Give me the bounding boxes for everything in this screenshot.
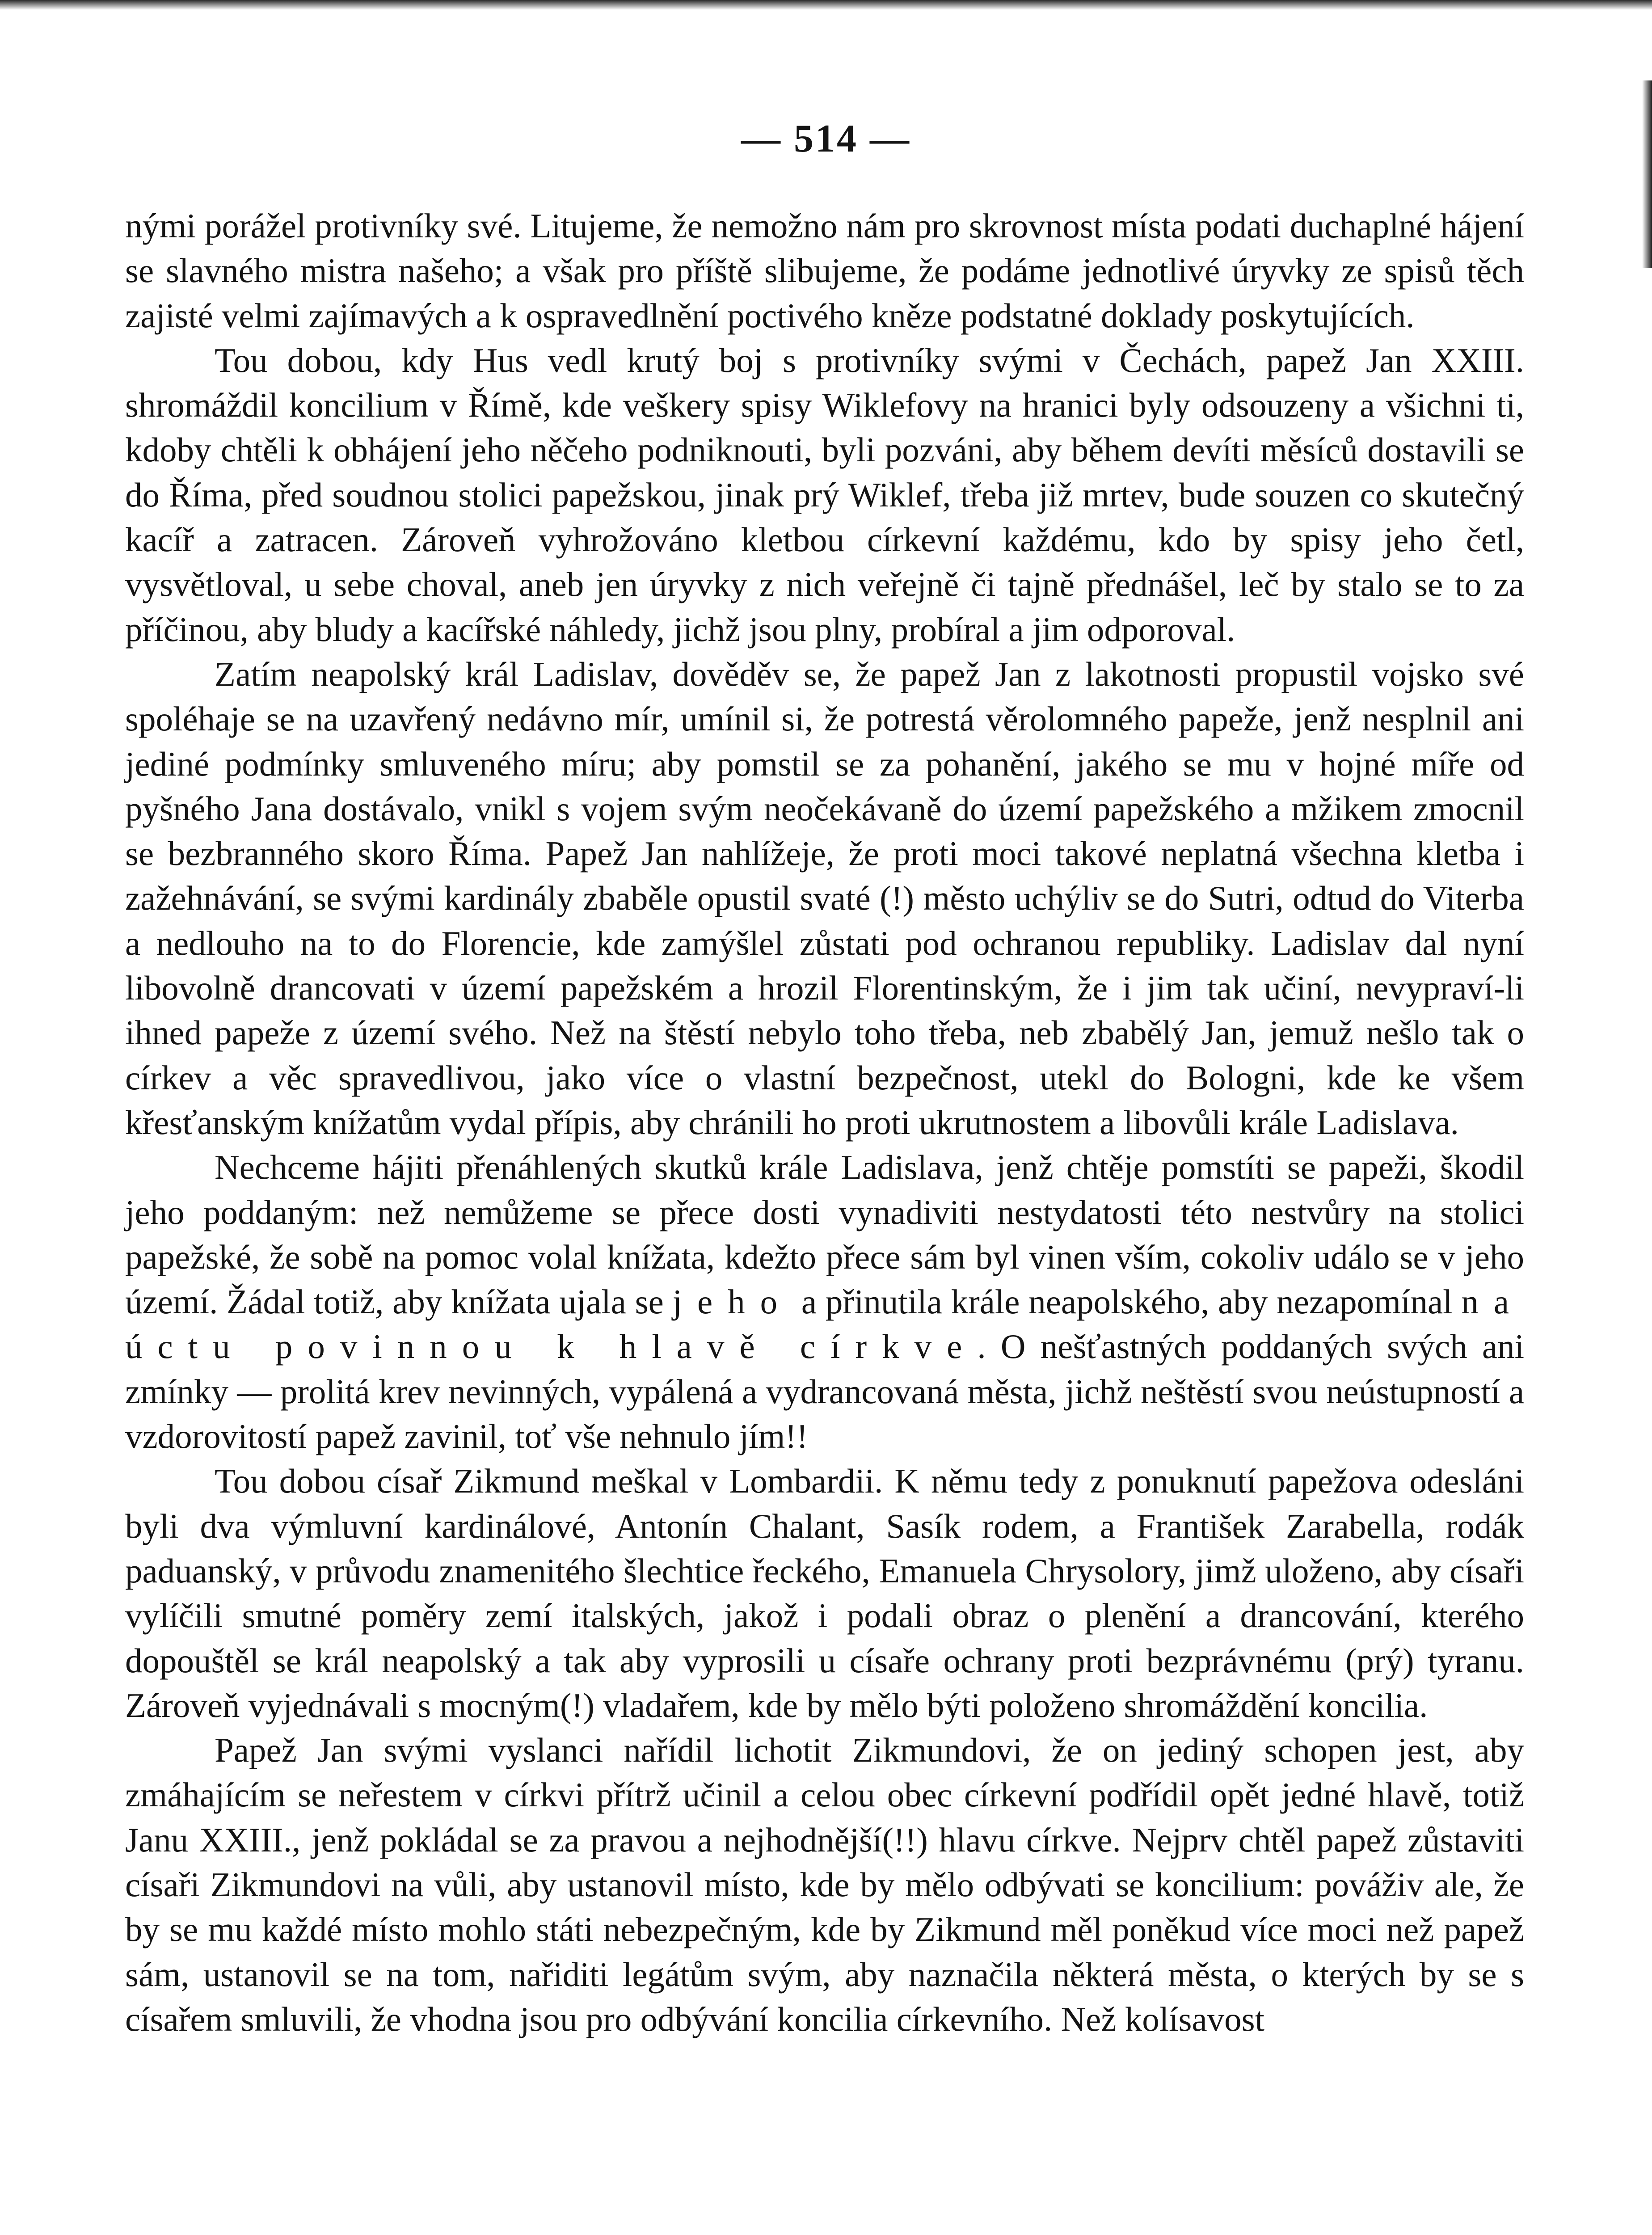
paragraph-6: Papež Jan svými vyslanci nařídil lichotit Zikmundovi, že on jediný schopen jest, aby zmáhajícím se neřestem v církvi přítrž učinil a celou obec církevní podřídil opět jedné hlavě, totiž Janu XXIII., jenž pokládal se za pravou a nejhodnější(!!) hlavu církve. Nejprv chtěl papež zůstaviti císaři Zikmundovi na vůli, aby ustanovil místo, kde by mělo odbývati se koncilium: pováživ ale, že by se mu každé místo mohlo státi nebezpečným, kde by Zikmund měl poněkud více moci než papež sám, ustanovil se na tom, nařiditi legátům svým, aby naznačila některá města, o kterých by se s císařem smluvili, že vhodna jsou pro odbývání koncilia církevního. Než kolísavost bbox=[125, 1731, 1524, 2038]
paragraph-4-spaced-jeho: jeho bbox=[672, 1282, 793, 1321]
scan-shadow-right bbox=[1642, 80, 1652, 268]
body-text bbox=[125, 203, 1524, 2041]
paragraph-4-spaced-uctu: na úctu povinnou k hlavě církve bbox=[125, 1282, 1524, 1366]
paragraph-4-part-1: Nechceme hájiti přenáhlených skutků krále Ladislava, jenž chtěje pomstíti se papeži, škodil jeho poddaným: než nemůžeme se přece dosti vynadiviti nestydatosti této nestvůry na stolici papežské, že sobě na pomoc volal knížata, kdežto přece sám byl vinen vším, cokoliv událo se v jeho území. Žádal totiž, aby knížata ujala se bbox=[125, 1148, 1524, 1321]
paragraph-5: Tou dobou císař Zikmund meškal v Lombardii. K němu tedy z ponuknutí papežova odesláni byli dva výmluvní kardinálové, Antonín Chalant, Sasík rodem, a František Zarabella, rodák paduanský, v průvodu znamenitého šlechtice řeckého, Emanuela Chrysolory, jimž uloženo, aby císaři vylíčili smutné poměry zemí italských, jakož i podali obraz o plenění a drancování, kterého dopouštěl se král neapolský a tak aby vyprosili u císaře ochrany proti bezprávnému (prý) tyranu. Zároveň vyjednávali s mocným(!) vladařem, kde by mělo býti položeno shromáždění koncilia. bbox=[125, 1462, 1524, 1725]
paragraph-4-part-2: a přinutila krále neapolského, aby nezapomínal bbox=[792, 1282, 1462, 1321]
paragraph-3: Zatím neapolský král Ladislav, dověděv se, že papež Jan z lakotnosti propustil vojsko své spoléhaje se na uzavřený nedávno mír, umínil si, že potrestá věrolomného papeže, jenž nesplnil ani jediné podmínky smluveného míru; aby pomstil se za pohanění, jakého se mu v hojné míře od pyšného Jana dostávalo, vnikl s vojem svým neočekávaně do území papežského a mžikem zmocnil se bezbranného skoro Říma. Papež Jan nahlížeje, že proti moci takové neplatná všechna kletba i zažehnávání, se svými kardinály zbaběle opustil svaté (!) město uchýliv se do Sutri, odtud do Viterba a nedlouho na to do Florencie, kde zamýšlel zůstati pod ochranou republiky. Ladislav dal nyní libovolně drancovati v území papežském a hrozil Florentinským, že i jim tak učiní, nevypraví-li ihned papeže z území svého. Než na štěstí nebylo toho třeba, neb zbabělý Jan, jemuž nešlo tak o církev a věc spravedlivou, jako více o vlastní bezpečnost, utekl do Bologni, kde ke všem křesťanským knížatům vydal přípis, aby chránili ho proti ukrutnostem a libovůli krále Ladislava. bbox=[125, 654, 1524, 1142]
page-number: — 514 — bbox=[741, 117, 911, 160]
paragraph-4 bbox=[125, 1145, 1524, 1459]
paragraph-2: Tou dobou, kdy Hus vedl krutý boj s protivníky svými v Čechách, papež Jan XXIII. shromáždil koncilium v Římě, kde veškery spisy Wiklefovy na hranici byly odsouzeny a všichni ti, kdoby chtěli k obhájení jeho něčeho podniknouti, byli pozváni, aby během devíti měsíců dostavili se do Říma, před soudnou stolici papežskou, jinak prý Wiklef, třeba již mrtev, bude souzen co skutečný kacíř a zatracen. Zároveň vyhrožováno kletbou církevní každému, kdo by spisy jeho četl, vysvětloval, u sebe choval, aneb jen úryvky z nich veřejně či tajně přednášel, leč by stalo se to za příčinou, aby bludy a kacířské náhledy, jichž jsou plny, probíral a jim odporoval. bbox=[125, 341, 1524, 649]
paragraph-4-part-3: . O nešťastných poddaných svých ani zmínky — prolitá krev nevinných, vypálená a vydrancovaná města, jichž neštěstí svou neústupností a vzdorovitostí papež zavinil, toť vše nehnulo jím!! bbox=[125, 1327, 1524, 1456]
paragraph-1: nými porážel protivníky své. Litujeme, že nemožno nám pro skrovnost místa podati duchaplné hájení se slavného mistra našeho; a však pro příště slibujeme, že podáme jednotlivé úryvky ze spisů těch zajisté velmi zajímavých a k ospravedlnění poctivého kněze podstatné doklady poskytujících. bbox=[125, 207, 1524, 335]
scan-shadow-top bbox=[0, 0, 1652, 10]
